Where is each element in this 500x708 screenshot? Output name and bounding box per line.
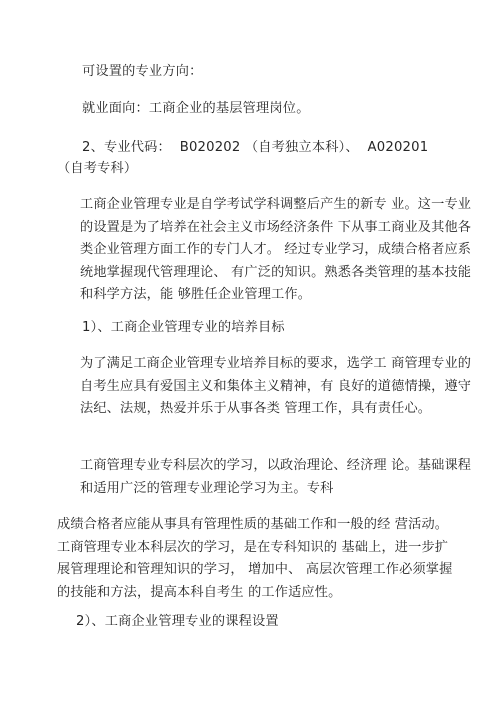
training-goals-heading: 1）、工商企业管理专业的培养目标 [82,320,285,335]
study-levels-paragraph: 工商管理专业专科层次的学习，以政治理论、经济理 论。基础课程和适用广泛的管理专业理论学习为主。专科 [80,458,472,496]
training-goals-paragraph: 为了满足工商企业管理专业培养目标的要求，选学工 商管理专业的自考生应具有爱国主义和集体主义精神，有 良好的道德情操，遵守法纪、法规，热爱并乐于从事各类 管理工作，具有责任心。 [80,356,472,417]
professional-code-line: 2、专业代码： B020202 （自考独立本科）、 A020201 [82,140,429,155]
directions-line: 可设置的专业方向： [82,64,203,79]
study-levels-continued-paragraph: 成绩合格者应能从事具有管理性质的基础工作和一般的经 营活动。工商管理专业本科层次的学习，是在专科知识的 基础上，进一步扩展管理理论和管理知识的学习， 增加中、 高层次管理工作必须掌握的技能和方法，提高本科自考生 的工作适应性。 [57,517,453,600]
curriculum-heading: 2）、工商企业管理专业的课程设置 [76,614,279,629]
professional-code-continuation: （自考专科） [57,161,138,176]
intro-paragraph: 工商企业管理专业是自学考试学科调整后产生的新专 业。这一专业的设置是为了培养在社会主义市场经济条件 下从事工商业及其他各类企业管理方面工作的专门人才。 经过专业学习，成绩合格者应系统地掌握现代管理理论、 有广泛的知识。熟悉各类管理的基本技能和科学方法，能 够胜任企业管理工作。 [80,197,472,303]
employment-line: 就业面向：工商企业的基层管理岗位。 [82,101,310,116]
